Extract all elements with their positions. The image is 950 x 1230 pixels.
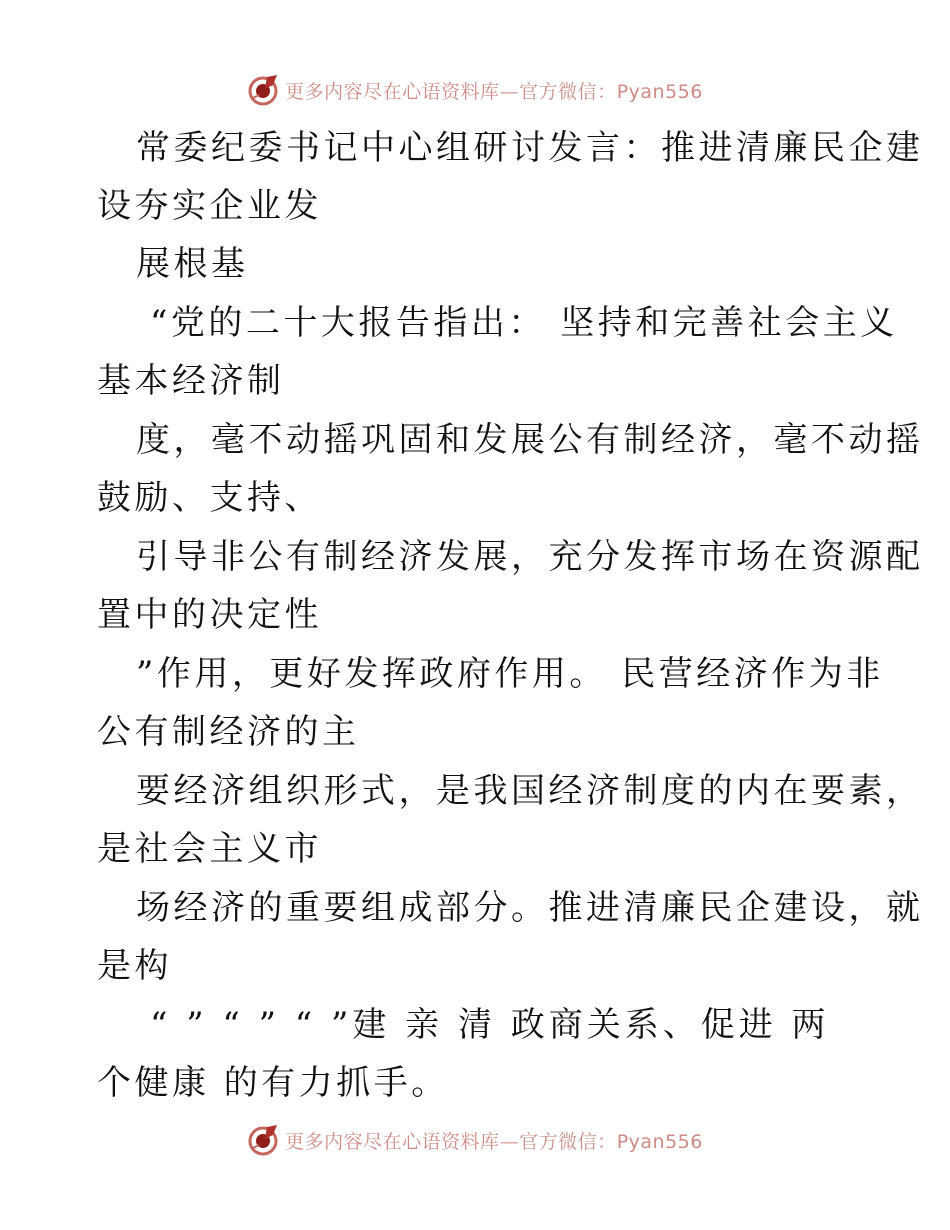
document-line: 场经济的重要组成部分。推进清廉民企建设，就 — [136, 888, 924, 928]
document-line: 设夯实企业发 — [97, 186, 322, 226]
watermark-text — [285, 77, 703, 104]
document-line: 常委纪委书记中心组研讨发言：推进清廉民企建 — [136, 128, 924, 168]
document-line: ”作用，更好发挥政府作用。 民营经济作为非 — [136, 654, 884, 694]
document-line: 鼓励、支持、 — [97, 478, 322, 518]
watermark-dash: — — [499, 1130, 520, 1153]
document-line: “ ” “ ” “ ”建 亲 清 政商关系、促进 两 — [150, 1005, 830, 1045]
watermark-header — [0, 70, 950, 110]
pen-logo-icon — [247, 73, 281, 107]
watermark-footer — [0, 1120, 950, 1160]
watermark-text — [285, 1127, 703, 1154]
document-line: 是构 — [97, 946, 172, 986]
document-line: 基本经济制 — [97, 361, 285, 401]
document-line: 要经济组织形式，是我国经济制度的内在要素， — [136, 771, 924, 811]
document-line: “党的二十大报告指出： 坚持和完善社会主义 — [150, 303, 898, 343]
watermark-main-text: 更多内容尽在心语资料库 — [285, 80, 500, 103]
watermark-wechat-id: Pyan556 — [616, 1130, 703, 1153]
watermark-wechat-label: 官方微信： — [519, 1130, 617, 1153]
document-line: 是社会主义市 — [97, 829, 322, 869]
watermark-dash: — — [499, 80, 520, 103]
document-line: 展根基 — [136, 244, 249, 284]
document-line: 公有制经济的主 — [97, 712, 360, 752]
document-line: 置中的决定性 — [97, 595, 322, 635]
document-line: 个健康 的有力抓手。 — [97, 1063, 449, 1103]
watermark-wechat-label: 官方微信： — [519, 80, 617, 103]
document-line: 度，毫不动摇巩固和发展公有制经济，毫不动摇 — [136, 420, 924, 460]
watermark-wechat-id: Pyan556 — [616, 80, 703, 103]
document-line: 引导非公有制经济发展，充分发挥市场在资源配 — [136, 537, 924, 577]
watermark-main-text: 更多内容尽在心语资料库 — [285, 1130, 500, 1153]
pen-logo-icon — [247, 1123, 281, 1157]
